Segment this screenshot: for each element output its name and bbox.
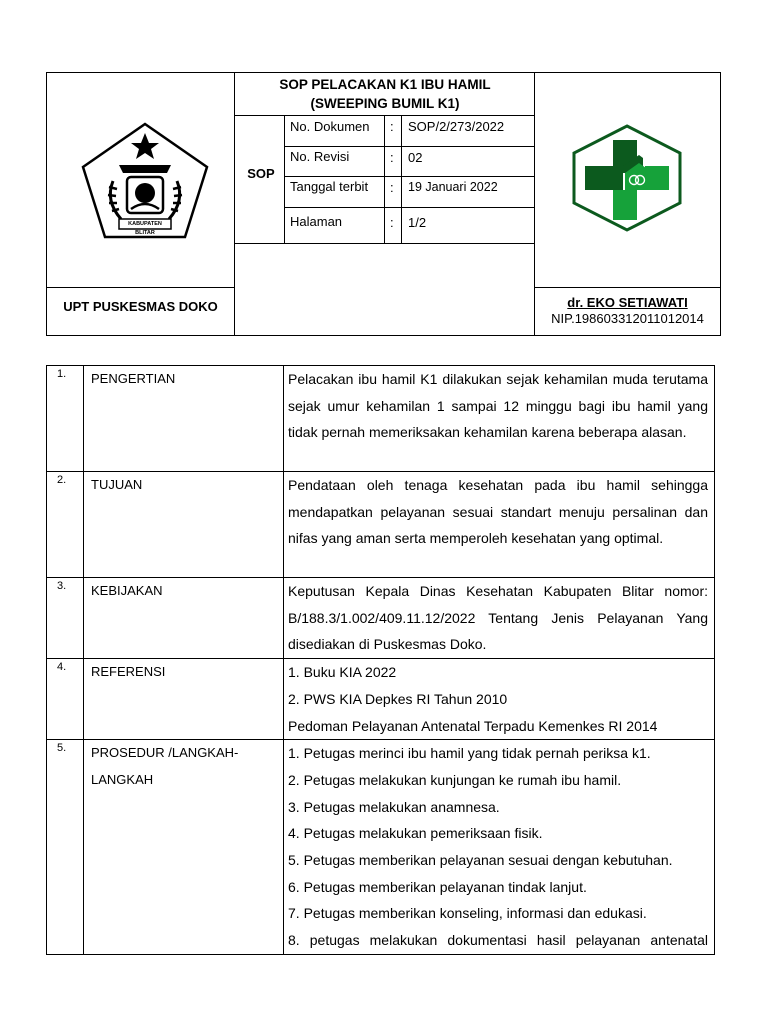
meta-value: SOP/2/273/2022 xyxy=(408,119,505,134)
puskesmas-logo xyxy=(569,123,685,233)
signer-name: dr. EKO SETIAWATI xyxy=(567,295,688,310)
meta-value: 02 xyxy=(408,150,423,165)
table-row xyxy=(47,740,715,955)
procedure-step: 2. Petugas melakukan kunjungan ke rumah ibu hamil. xyxy=(288,771,622,788)
table-row xyxy=(47,472,715,578)
header-divider xyxy=(234,115,534,116)
section-number: 2. xyxy=(47,472,84,578)
meta-sep: : xyxy=(390,119,394,134)
title-line: SOP PELACAKAN K1 IBU HAMIL xyxy=(279,77,491,92)
section-number: 3. xyxy=(47,578,84,659)
section-label: KEBIJAKAN xyxy=(84,578,284,659)
header-divider xyxy=(234,243,534,244)
title-line: (SWEEPING BUMIL K1) xyxy=(310,96,460,111)
section-list xyxy=(284,740,715,955)
header-divider xyxy=(284,176,534,177)
meta-sep: : xyxy=(390,150,394,165)
header-divider xyxy=(284,146,534,147)
section-number: 1. xyxy=(47,366,84,472)
section-label-line: PROSEDUR /LANGKAH- xyxy=(91,745,239,761)
section-label: PENGERTIAN xyxy=(84,366,284,472)
header-divider xyxy=(534,287,721,288)
section-label: TUJUAN xyxy=(84,472,284,578)
meta-sep: : xyxy=(390,180,394,195)
sop-content-table xyxy=(46,365,715,955)
header-divider xyxy=(47,287,234,288)
procedure-step: 6. Petugas memberikan pelayanan tindak lanjut. xyxy=(288,878,587,895)
section-label: REFERENSI xyxy=(84,659,284,740)
section-list xyxy=(284,659,715,740)
section-number: 4. xyxy=(47,659,84,740)
document-title xyxy=(235,75,535,113)
procedure-step: 1. Petugas merinci ibu hamil yang tidak pernah periksa k1. xyxy=(288,745,651,762)
table-row xyxy=(47,659,715,740)
reference-item: 1. Buku KIA 2022 xyxy=(288,664,397,681)
section-number: 5. xyxy=(47,740,84,955)
logo-caption: KABUPATEN BLITAR xyxy=(128,221,162,236)
sop-label: SOP xyxy=(247,166,275,181)
procedure-step: 3. Petugas melakukan anamnesa. xyxy=(288,798,500,815)
section-label xyxy=(84,740,284,955)
reference-item: 2. PWS KIA Depkes RI Tahun 2010 xyxy=(288,690,508,707)
organization-name: UPT PUSKESMAS DOKO xyxy=(63,299,218,314)
meta-value: 19 Januari 2022 xyxy=(408,180,498,194)
procedure-step: 4. Petugas melakukan pemeriksaan fisik. xyxy=(288,825,543,842)
meta-label: Halaman xyxy=(290,214,343,229)
table-row xyxy=(47,366,715,472)
procedure-step: 8. petugas melakukan dokumentasi hasil pelayanan antenatal xyxy=(288,932,708,949)
table-row xyxy=(47,578,715,659)
meta-value: 1/2 xyxy=(408,215,427,230)
signer-nip: NIP.198603312011012014 xyxy=(551,311,704,326)
section-text: Pelacakan ibu hamil K1 dilakukan sejak kehamilan muda terutama sejak umur kehamilan 1 sampai 12 minggu bagi ibu hamil yang tidak pernah memeriksakan kehamilan karena beberapa alasan. xyxy=(284,366,715,472)
meta-label: Tanggal terbit xyxy=(290,179,369,194)
section-text: Pendataan oleh tenaga kesehatan pada ibu hamil sehingga mendapatkan pelayanan sesuai standart menuju persalinan dan nifas yang aman serta memperoleh kesehatan yang optimal. xyxy=(284,472,715,578)
meta-sep: : xyxy=(390,215,394,230)
meta-label: No. Revisi xyxy=(290,149,350,164)
section-label-line: LANGKAH xyxy=(91,771,154,787)
reference-item: Pedoman Pelayanan Antenatal Terpadu Kemenkes RI 2014 xyxy=(288,717,658,734)
header-divider xyxy=(401,115,402,243)
header-divider xyxy=(384,115,385,243)
document-header xyxy=(46,72,721,336)
procedure-step: 7. Petugas memberikan konseling, informasi dan edukasi. xyxy=(288,905,647,922)
header-divider xyxy=(284,207,534,208)
section-text: Keputusan Kepala Dinas Kesehatan Kabupaten Blitar nomor: B/188.3/1.002/409.11.12/2022 Tentang Jenis Pelayanan Yang disediakan di Puskesmas Doko. xyxy=(284,578,715,659)
meta-label: No. Dokumen xyxy=(290,119,370,134)
procedure-step: 5. Petugas memberikan pelayanan sesuai dengan kebutuhan. xyxy=(288,852,673,869)
